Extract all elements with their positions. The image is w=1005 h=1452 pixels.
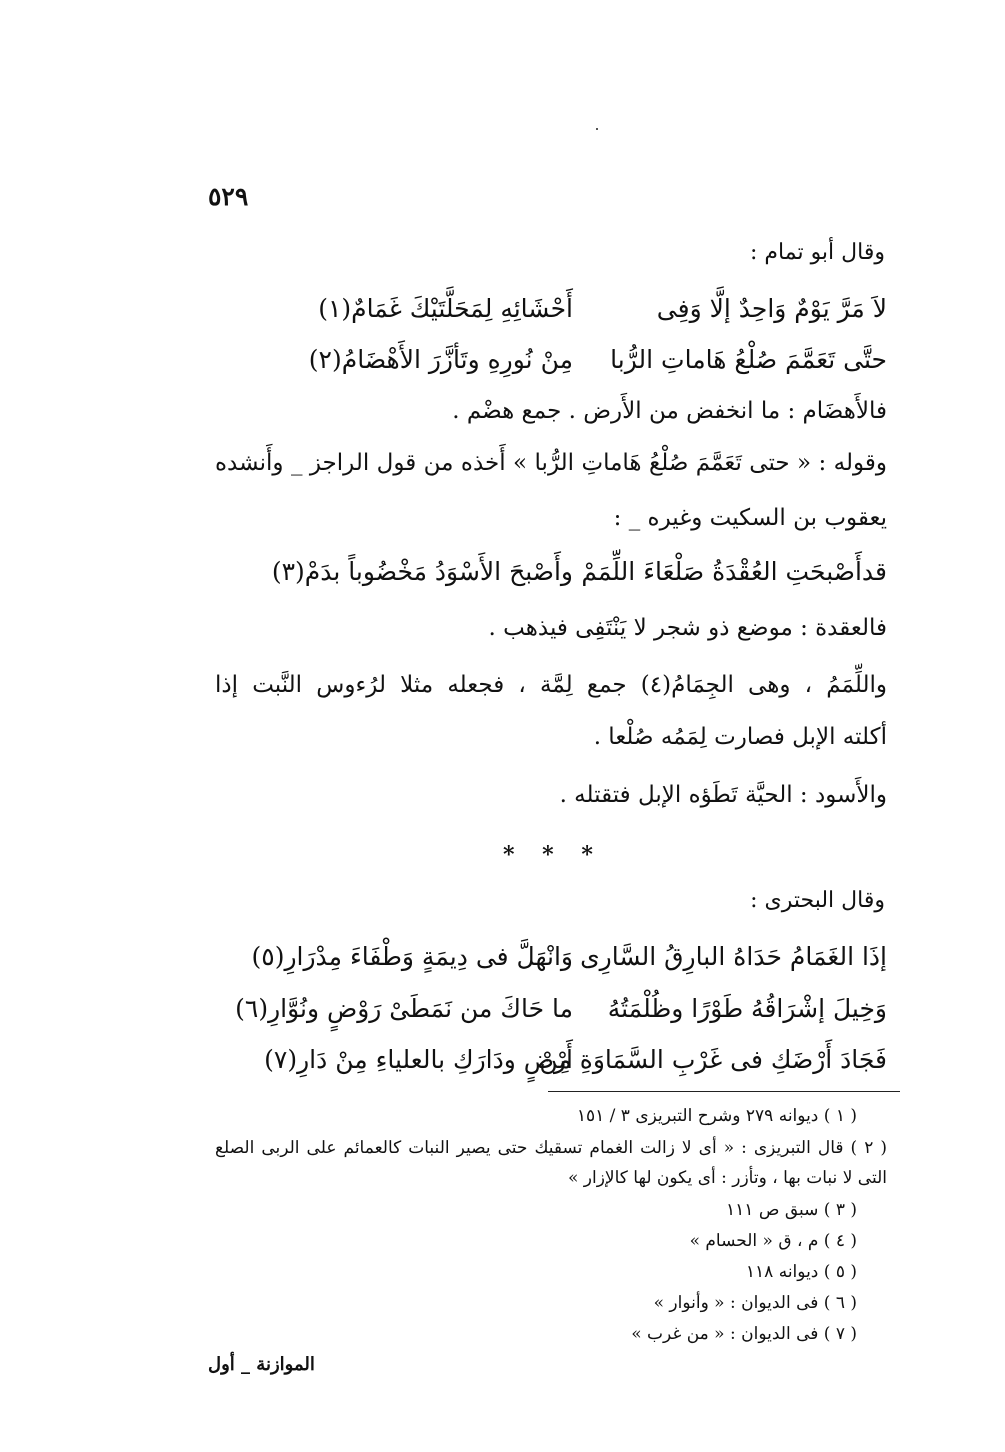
gloss-quote-line1: وقوله : « حتى تَعَمَّمَ صُلْعُ هَاماتِ الرُّبا » أَخذه من قول الراجز _ وأَنشده [215,450,887,476]
section2-intro: وقال البحترى : [750,888,885,913]
footnote-5: ( ٥ ) ديوانه ١١٨ [745,1262,857,1282]
verse4-first-hemistich: وَخِيلَ إشْرَاقُهُ طَوْرًا وظُلْمَتُهُ [607,994,887,1023]
verse1-second-hemistich: أَحْشَائِهِ لِمَحَلَّتَيْكَ غَمَامٌ(١) [318,294,573,323]
verse3-second-hemistich: وَانْهَلَّ فى دِيمَةٍ وَطْفَاءَ مِدْرَارِ(٥) [251,942,573,971]
running-footer: الموازنة _ أول [208,1354,315,1375]
scan-speck [596,128,598,130]
footnote-4: ( ٤ ) م ، ق « الحسام » [689,1231,857,1251]
gloss-limam-line2: أكلته الإبل فصارت لِمَمُه صُلْعا . [593,724,887,750]
footnote-rule [548,1091,900,1092]
verse3-first-hemistich: إذَا الغَمَامُ حَدَاهُ البارِقُ السَّارِى [580,942,887,971]
section1-intro: وقال أبو تمام : [750,240,885,265]
footnote-3: ( ٣ ) سبق ص ١١١ [726,1200,857,1220]
section-separator: * * * [503,842,603,868]
page-number: ٥٢٩ [208,182,249,211]
footnote-7: ( ٧ ) فى الديوان : « من غرب » [631,1324,857,1344]
gloss-ahdam: فالأَهضَام : ما انخفض من الأَرض . جمع هضْم . [452,398,887,424]
footnote-2-line1: ( ٢ ) قال التبريزى : « أى لا زالت الغمام تسقيك حتى يصير النبات كالعمائم على الربى الصلع [215,1138,887,1158]
gloss-aswad: والأَسود : الحيَّة تَطَؤه الإبل فتقتله . [559,782,887,808]
footnote-6: ( ٦ ) فى الديوان : « وأنوار » [653,1293,857,1313]
rajaz-first-hemistich: قدأَصْبحَتِ العُقْدَةُ صَلْعَاءَ اللِّمَمْ [581,557,887,586]
verse1-first-hemistich: لاَ مَرَّ يَوْمٌ وَاحِدٌ إلَّا وَفِى [656,294,887,323]
footnote-1: ( ١ ) ديوانه ٢٧٩ وشرح التبريزى ٣ / ١٥١ [576,1106,857,1126]
footnote-2-line2: التى لا نبات بها ، وتأزر : أى يكون لها كالإزار » [567,1168,887,1188]
verse5-second-hemistich: أَرْضٍ ودَارَكِ بالعلياءِ مِنْ دَارِ(٧) [264,1045,573,1074]
gloss-quote-line2: يعقوب بن السكيت وغيره _ : [613,505,887,531]
gloss-limam-line1: واللِّمَمُ ، وهى الجِمَامُ(٤) جمع لِمَّة ، فجعله مثلا لرُءوس النَّبت إذا [215,672,887,698]
gloss-uqda: فالعقدة : موضع ذو شجر لا يَنْتَفِى فيذهب . [488,615,887,641]
verse4-second-hemistich: ما حَاكَ من نَمَطَىْ رَوْضٍ ونُوَّارِ(٦) [235,994,573,1023]
verse5-first-hemistich: فَجَادَ أَرْضَكِ فى غَرْبِ السَّمَاوَةِ مِنْ [539,1045,887,1074]
rajaz-second-hemistich: وأَصْبحَ الأَسْوَدُ مَخْضُوباً بدَمْ(٣) [271,557,573,586]
verse2-second-hemistich: مِنْ نُورِهِ وتَأزَّرَ الأَهْضَامُ(٢) [308,345,573,374]
verse2-first-hemistich: حتَّى تَعَمَّمَ صُلْعُ هَاماتِ الرُّبا [610,345,887,374]
